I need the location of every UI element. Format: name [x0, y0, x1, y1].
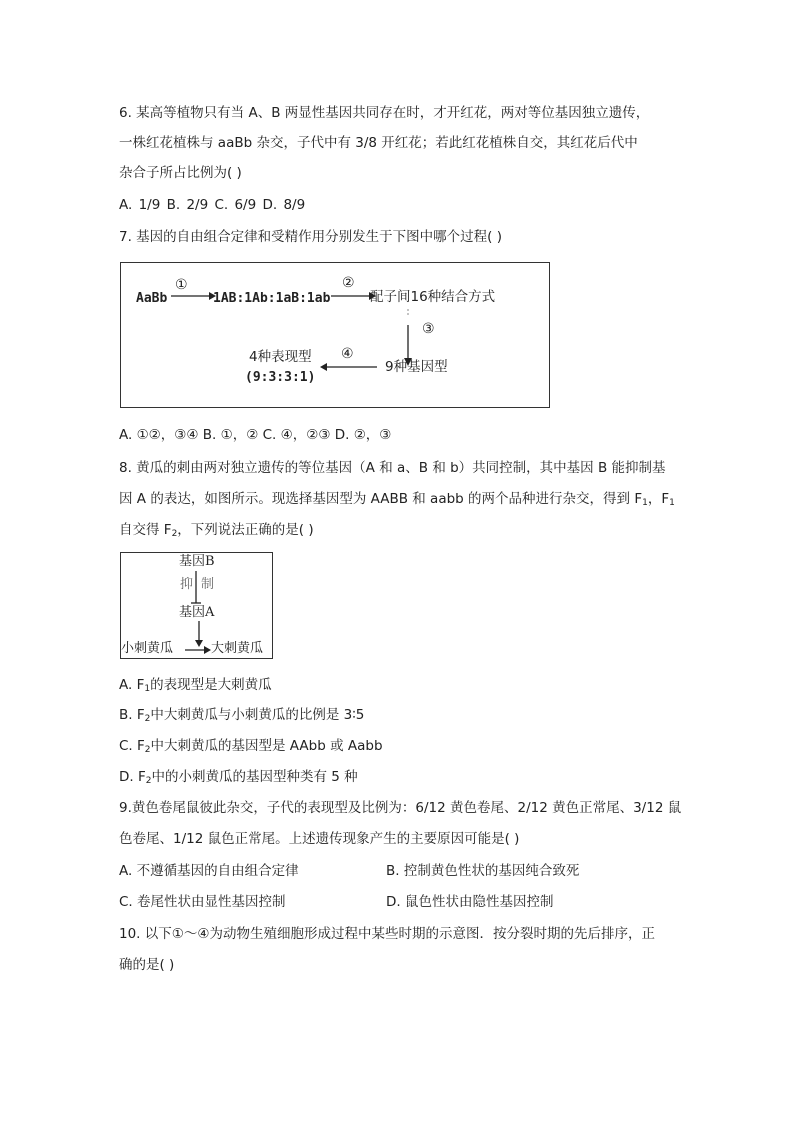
q7-step1-label: ① [175, 277, 188, 293]
q8-line-1: 8. 黄瓜的刺由两对独立遗传的等位基因（A 和 a、B 和 b）共同控制，其中基因 B 能抑制基 [119, 460, 666, 476]
q6-line-3: 杂合子所占比例为( ) [119, 165, 242, 181]
q10-line-1: 10. 以下①～④为动物生殖细胞形成过程中某些时期的示意图．按分裂时期的先后排序，正 [119, 926, 655, 942]
q9-line-2: 色卷尾、1/12 鼠色正常尾。上述遗传现象产生的主要原因可能是( ) [119, 831, 520, 847]
q6-options: A. 1/9 B. 2/9 C. 6/9 D. 8/9 [119, 197, 306, 213]
q7-phenotypes: 4种表现型 [249, 349, 312, 365]
q7-options: A. ①②，③④ B. ①，② C. ④，②③ D. ②，③ [119, 427, 392, 443]
q7-combos: 配子间16种结合方式 [370, 289, 496, 305]
q8-large-spike: 大刺黄瓜 [211, 641, 264, 656]
q7-step3-label: ③ [422, 321, 435, 337]
q7-ratio: (9:3:3:1) [245, 370, 316, 385]
q7-arrow-1 [171, 289, 217, 303]
q9-line-1: 9.黄色卷尾鼠彼此杂交，子代的表现型及比例为：6/12 黄色卷尾、2/12 黄色正常尾、3/12 鼠 [119, 800, 682, 816]
q7-stem: 7. 基因的自由组合定律和受精作用分别发生于下图中哪个过程( ) [119, 229, 502, 245]
q7-step4-label: ④ [341, 346, 354, 362]
q8-gene-b: 基因B [179, 554, 215, 569]
q9-option-b: B. 控制黄色性状的基因纯合致死 [386, 863, 580, 879]
q10-line-2: 确的是( ) [119, 957, 175, 973]
q7-arrow-3 [401, 307, 415, 367]
q8-small-spike: 小刺黄瓜 [121, 641, 174, 656]
q8-line-3: 自交得 $F_2$，下列说法正确的是( ) [119, 522, 314, 539]
q8-arrow-right [185, 644, 211, 656]
q7-start: AaBb [136, 291, 168, 306]
q8-inhibit-line [189, 571, 203, 605]
q8-option-b: B. $F_2$中大刺黄瓜与小刺黄瓜的比例是 3∶5 [119, 707, 365, 724]
q8-diagram [120, 552, 273, 659]
q9-option-d: D. 鼠色性状由隐性基因控制 [386, 894, 554, 910]
q6-line-2: 一株红花植株与 aaBb 杂交，子代中有 3/8 开红花；若此红花植株自交，其红花后代中 [119, 135, 638, 151]
q6-line-1: 6. 某高等植物只有当 A、B 两显性基因共同存在时，才开红花，两对等位基因独立遗传， [119, 105, 650, 121]
q8-option-a: A. $F_1$的表现型是大刺黄瓜 [119, 677, 272, 694]
q8-option-d: D. $F_2$中的小刺黄瓜的基因型种类有 5 种 [119, 769, 358, 786]
q8-option-c: C. $F_2$中大刺黄瓜的基因型是 AAbb 或 Aabb [119, 738, 383, 755]
q8-inhibit-left: 抑 [180, 577, 194, 592]
q9-option-c: C. 卷尾性状由显性基因控制 [119, 894, 286, 910]
q8-line-2: 因 A 的表达，如图所示。现选择基因型为 AABB 和 aabb 的两个品种进行杂交，得到 $F_1$，$F_1$ [119, 491, 675, 508]
q7-arrow-4 [319, 360, 379, 374]
q8-gene-a: 基因A [179, 605, 215, 620]
q7-diagram [120, 262, 550, 408]
q7-gametes: 1AB:1Ab:1aB:1ab [213, 291, 331, 306]
q7-step2-label: ② [342, 275, 355, 291]
q9-option-a: A. 不遵循基因的自由组合定律 [119, 863, 299, 879]
q8-inhibit-right: 制 [201, 577, 215, 592]
q7-genotypes: 9种基因型 [385, 359, 448, 375]
